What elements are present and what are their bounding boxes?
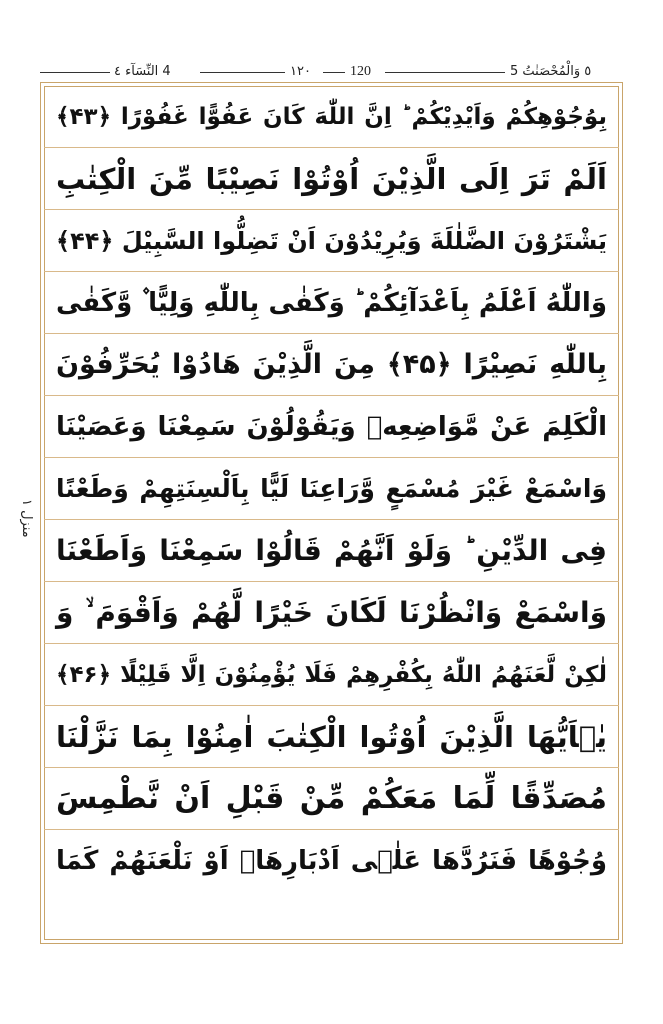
- text-line: فِى الدِّيْنِ ؕ وَلَوْ اَنَّهُمْ قَالُوْا سَمِعْنَا وَاَطَعْنَا: [44, 520, 619, 582]
- text-line: بِوُجُوْهِكُمْ وَاَيْدِيْكُمْ ؕ اِنَّ اللّٰهَ كَانَ عَفُوًّا غَفُوْرًا ﴿۴۳﴾: [44, 86, 619, 148]
- text-line: وُجُوْهًا فَنَرُدَّهَا عَلٰۤى اَدْبَارِهَاۤ اَوْ نَلْعَنَهُمْ كَمَا: [56, 846, 607, 876]
- header-rule-mid-right: [385, 72, 505, 73]
- text-line: يٰۤاَيُّهَا الَّذِيْنَ اُوْتُوا الْكِتٰبَ اٰمِنُوْا بِمَا نَزَّلْنَا: [44, 706, 619, 768]
- text-line: وَاللّٰهُ اَعْلَمُ بِاَعْدَآئِكُمْ ؕ وَكَفٰى بِاللّٰهِ وَلِيًّا ۫ وَّكَفٰى: [44, 272, 619, 334]
- text-line: يَشْتَرُوْنَ الضَّلٰلَةَ وَيُرِيْدُوْنَ اَنْ تَضِلُّوا السَّبِيْلَ ﴿۴۴﴾: [44, 210, 619, 272]
- text-line: لٰكِنْ لَّعَنَهُمُ اللّٰهُ بِكُفْرِهِمْ فَلَا يُؤْمِنُوْنَ اِلَّا قَلِيْلًا ﴿۴۶﴾: [44, 644, 619, 706]
- page-number: 120: [350, 64, 371, 79]
- text-line: بِاللّٰهِ نَصِيْرًا ﴿۴۵﴾ مِنَ الَّذِيْنَ هَادُوْا يُحَرِّفُوْنَ: [44, 334, 619, 396]
- surah-name: 4 النِّسَآء ٤: [114, 64, 171, 79]
- text-line: الْكَلِمَ عَنْ مَّوَاضِعِهٖ وَيَقُوْلُوْنَ سَمِعْنَا وَعَصَيْنَا: [44, 396, 619, 458]
- page-header: [40, 62, 623, 82]
- text-line: وَاسْمَعْ غَيْرَ مُسْمَعٍ وَّرَاعِنَا لَيًّا بِاَلْسِنَتِهِمْ وَطَعْنًا: [44, 458, 619, 520]
- text-line: وَاسْمَعْ وَانْظُرْنَا لَكَانَ خَيْرًا لَّهُمْ وَاَقْوَمَ ۙ وَ: [44, 582, 619, 644]
- quran-text-block: [44, 86, 619, 940]
- page-number-arabic: ١٢٠: [290, 64, 311, 79]
- header-rule-center: [323, 72, 345, 73]
- manzil-marker: منزل ١: [19, 499, 34, 538]
- juz-name: ٥ وَالْمُحْصَنٰتُ 5: [510, 64, 592, 79]
- header-rule-left: [40, 72, 110, 73]
- text-line: اَلَمْ تَرَ اِلَى الَّذِيْنَ اُوْتُوْا نَصِيْبًا مِّنَ الْكِتٰبِ: [44, 148, 619, 210]
- text-line: مُصَدِّقًا لِّمَا مَعَكُمْ مِّنْ قَبْلِ اَنْ نَّطْمِسَ: [44, 768, 619, 830]
- header-rule-mid-left: [200, 72, 285, 73]
